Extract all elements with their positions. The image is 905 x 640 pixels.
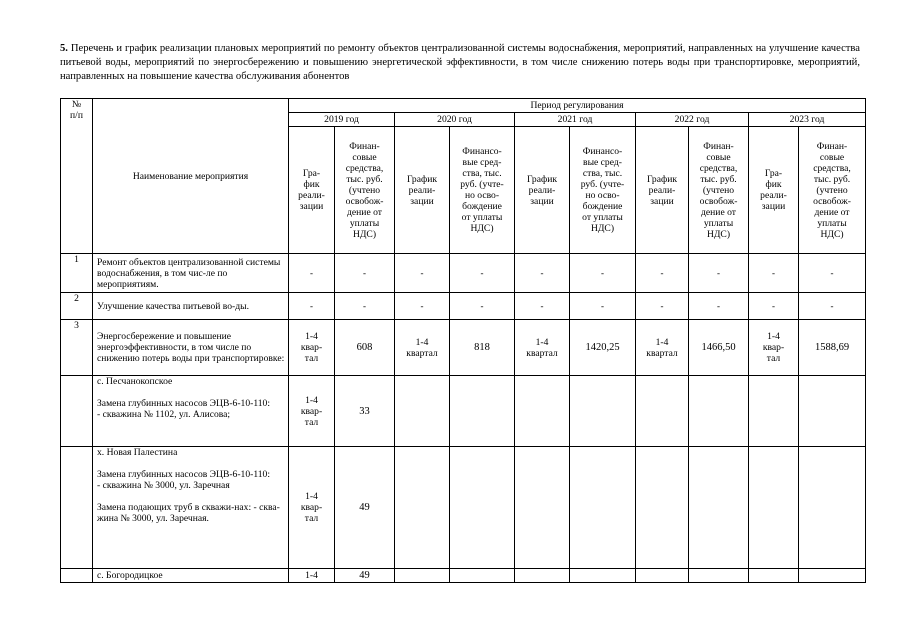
row-name: с. Песчанокопское Замена глубинных насосов ЭЦВ-6-10-110: - скважина № 1102, ул. Алисова; xyxy=(93,376,289,447)
empty-cell xyxy=(636,447,689,569)
empty-cell xyxy=(450,569,515,583)
empty-cell xyxy=(570,569,636,583)
fin-2021: 1420,25 xyxy=(570,320,636,376)
empty-cell xyxy=(636,376,689,447)
cell-dash: - xyxy=(515,254,570,293)
sched-2019: 1-4 xyxy=(289,569,335,583)
sched-header-2021: График реали- зации xyxy=(515,127,570,254)
cell-dash: - xyxy=(636,254,689,293)
empty-cell xyxy=(515,376,570,447)
row-number: 2 xyxy=(61,293,93,320)
empty-cell xyxy=(749,447,799,569)
empty-cell xyxy=(395,447,450,569)
cell-dash: - xyxy=(689,254,749,293)
year-2019: 2019 год xyxy=(289,113,395,127)
empty-cell xyxy=(749,569,799,583)
empty-cell xyxy=(689,569,749,583)
fin-2022: 1466,50 xyxy=(689,320,749,376)
cell-dash: - xyxy=(395,293,450,320)
cell-dash: - xyxy=(289,254,335,293)
empty-cell xyxy=(689,447,749,569)
empty-cell xyxy=(799,376,866,447)
sched-2020: 1-4 квартал xyxy=(395,320,450,376)
table-row xyxy=(61,293,866,320)
fin-header-2019: Финан- совые средства, тыс. руб. (учтено освобож- дение от уплаты НДС) xyxy=(335,127,395,254)
row-number: 3 xyxy=(61,320,93,376)
cell-dash: - xyxy=(799,254,866,293)
cell-dash: - xyxy=(335,254,395,293)
sched-2019: 1-4 квар- тал xyxy=(289,447,335,569)
cell-dash: - xyxy=(570,254,636,293)
table-row xyxy=(61,320,866,376)
empty-cell xyxy=(689,376,749,447)
table-row xyxy=(61,447,866,569)
empty-cell xyxy=(799,447,866,569)
cell-dash: - xyxy=(450,293,515,320)
sched-header-2023: Гра- фик реали- зации xyxy=(749,127,799,254)
section-heading xyxy=(60,42,860,84)
sched-header-2020: График реали- зации xyxy=(395,127,450,254)
year-2020: 2020 год xyxy=(395,113,515,127)
row-number xyxy=(61,447,93,569)
table-row xyxy=(61,569,866,583)
sched-2022: 1-4 квартал xyxy=(636,320,689,376)
cell-dash: - xyxy=(395,254,450,293)
fin-2019: 49 xyxy=(335,569,395,583)
fin-header-2022: Финан- совые средства, тыс. руб. (учтено освобож- дение от уплаты НДС) xyxy=(689,127,749,254)
fin-2020: 818 xyxy=(450,320,515,376)
row-name: х. Новая Палестина Замена глубинных насосов ЭЦВ-6-10-110: - скважина № 3000, ул. Заречная Замена подающих труб в скважи-нах: - сква-жина № 3000, ул. Заречная. xyxy=(93,447,289,569)
cell-dash: - xyxy=(636,293,689,320)
empty-cell xyxy=(570,447,636,569)
header-row-period xyxy=(61,99,866,113)
empty-cell xyxy=(636,569,689,583)
empty-cell xyxy=(395,376,450,447)
plan-table xyxy=(60,98,866,583)
empty-cell xyxy=(515,447,570,569)
empty-cell xyxy=(749,376,799,447)
table-row xyxy=(61,376,866,447)
empty-cell xyxy=(570,376,636,447)
sched-header-2019: Гра- фик реали- зации xyxy=(289,127,335,254)
sched-header-2022: График реали- зации xyxy=(636,127,689,254)
fin-2019: 33 xyxy=(335,376,395,447)
table-row xyxy=(61,254,866,293)
cell-dash: - xyxy=(749,293,799,320)
cell-dash: - xyxy=(515,293,570,320)
cell-dash: - xyxy=(799,293,866,320)
fin-header-2020: Финансо- вые сред- ства, тыс. руб. (учте- но осво- бождение от уплаты НДС) xyxy=(450,127,515,254)
row-number xyxy=(61,376,93,447)
fin-header-2021: Финансо- вые сред- ства, тыс. руб. (учте- но осво- бождение от уплаты НДС) xyxy=(570,127,636,254)
row-name: с. Богородицкое xyxy=(93,569,289,583)
row-number: 1 xyxy=(61,254,93,293)
fin-2019: 49 xyxy=(335,447,395,569)
col-name-header: Наименование мероприятия xyxy=(93,99,289,254)
period-header: Период регулирования xyxy=(289,99,866,113)
sched-2021: 1-4 квартал xyxy=(515,320,570,376)
fin-2023: 1588,69 xyxy=(799,320,866,376)
empty-cell xyxy=(450,376,515,447)
sched-2023: 1-4 квар- тал xyxy=(749,320,799,376)
cell-dash: - xyxy=(570,293,636,320)
sched-2019: 1-4 квар- тал xyxy=(289,320,335,376)
year-2021: 2021 год xyxy=(515,113,636,127)
section-number: 5. xyxy=(60,43,68,54)
cell-dash: - xyxy=(450,254,515,293)
fin-header-2023: Финан- совые средства, тыс. руб. (учтено освобож- дение от уплаты НДС) xyxy=(799,127,866,254)
row-name: Улучшение качества питьевой во-ды. xyxy=(93,293,289,320)
empty-cell xyxy=(395,569,450,583)
empty-cell xyxy=(515,569,570,583)
row-number xyxy=(61,569,93,583)
cell-dash: - xyxy=(749,254,799,293)
sched-2019: 1-4 квар- тал xyxy=(289,376,335,447)
cell-dash: - xyxy=(689,293,749,320)
row-name: Энергосбережение и повышение энергоэффективности, в том числе по снижению потерь воды при транспортировке: xyxy=(93,320,289,376)
empty-cell xyxy=(799,569,866,583)
cell-dash: - xyxy=(289,293,335,320)
year-2023: 2023 год xyxy=(749,113,866,127)
year-2022: 2022 год xyxy=(636,113,749,127)
col-num-header: № п/п xyxy=(61,99,93,254)
fin-2019: 608 xyxy=(335,320,395,376)
cell-dash: - xyxy=(335,293,395,320)
empty-cell xyxy=(450,447,515,569)
row-name: Ремонт объектов централизованной системы водоснабжения, в том чис-ле по мероприятиям. xyxy=(93,254,289,293)
section-title: Перечень и график реализации плановых мероприятий по ремонту объектов централизованной системы водоснабжения, мероприятий, направленных на улучшение качества питьевой воды, мероприятий по энергосбережению и повышению энергетической эффективности, в том числе снижению потерь воды при транспортировке, мероприятий, направленных на повышение качества обслуживания абонентов xyxy=(60,43,860,82)
